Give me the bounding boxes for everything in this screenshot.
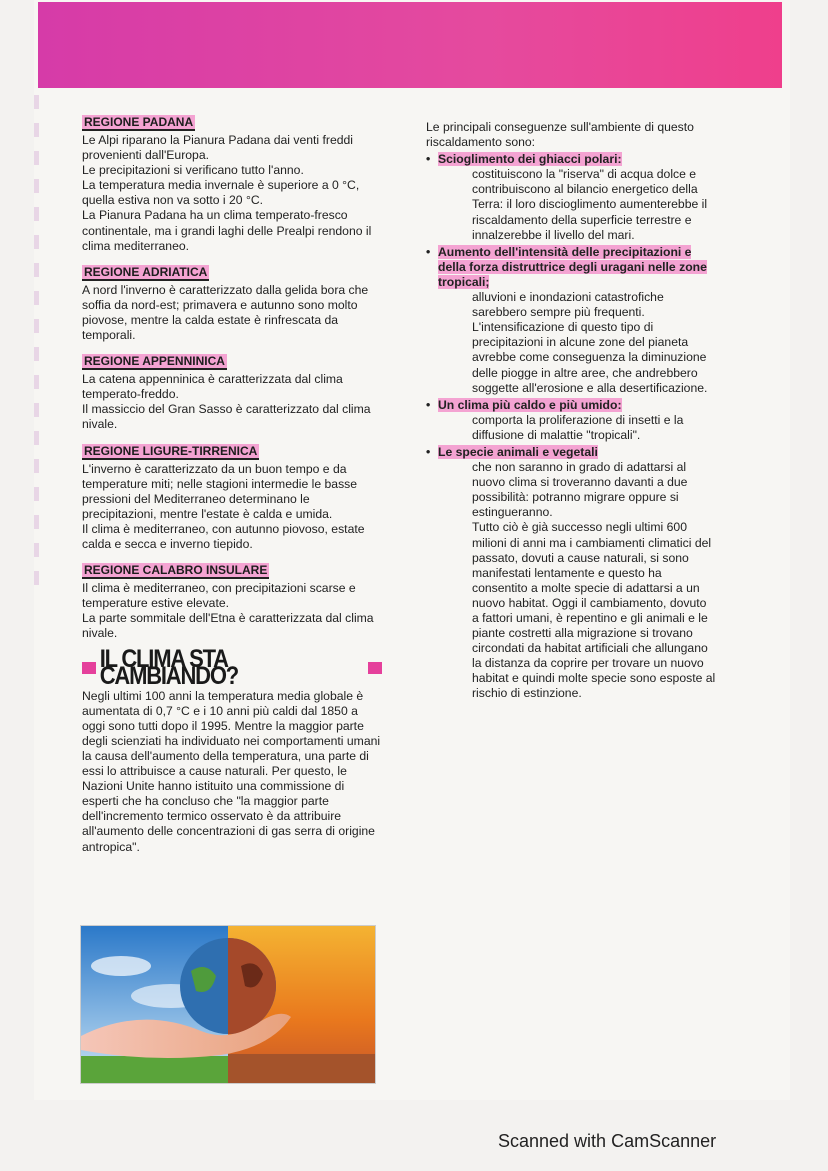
section-line: La temperatura media invernale è superiore a 0 °C, quella estiva non va sotto i 20 °C.: [82, 178, 360, 208]
right-column: [426, 120, 716, 702]
consequences-intro: Le principali conseguenze sull'ambiente di questo riscaldamento sono:: [426, 120, 694, 150]
title-square-left: [82, 662, 96, 674]
list-item: [426, 398, 716, 443]
list-item: [426, 152, 716, 243]
section-line: La catena appenninica è caratterizzata dal clima temperato-freddo.: [82, 372, 343, 402]
section-ligure-tirrenica: [82, 444, 382, 553]
climate-paragraph: Negli ultimi 100 anni la temperatura media globale è aumentata di 0,7 °C e i 10 anni più caldi dal 1850 a oggi sono tutti dopo il 1995. Mentre la maggior parte degli scienziati ha individuato nei comportamenti umani la causa dell'aumento della temperatura, una parte di essi lo attribuisce a cause naturali. Per questo, le Nazioni Unite hanno istituito una commissione di esperti che ha concluso che "la maggior parte dell'incremento termico osservato è da attribuire all'aumento delle concentrazioni di gas serra di origine antropica".: [82, 688, 381, 854]
bullet-dot: •: [426, 244, 431, 259]
section-calabro-insulare: [82, 563, 382, 641]
section-line: Il clima è mediterraneo, con autunno piovoso, estate calda e secca e inverno tiepido.: [82, 521, 365, 551]
bullet-text: comporta la proliferazione di insetti e la diffusione di malattie "tropicali".: [472, 412, 684, 442]
section-heading: REGIONE LIGURE-TIRRENICA: [84, 443, 258, 458]
section-heading: REGIONE PADANA: [84, 115, 194, 129]
highlighted-phrase: Scioglimento dei ghiacci polari:: [438, 152, 622, 167]
bullet-text: che non saranno in grado di adattarsi al nuovo clima si troveranno davanti a due possibilità: potranno migrare oppure si estingueranno.: [472, 460, 688, 520]
section-line: Le precipitazioni si verificano tutto l'anno.: [82, 163, 304, 178]
bullet-dot: •: [426, 444, 431, 459]
page-margin-marks: [34, 95, 42, 655]
earth-in-hand-image: [81, 926, 375, 1083]
section-heading: REGIONE ADRIATICA: [84, 264, 208, 279]
list-item: [426, 245, 716, 396]
bullet-dot: •: [426, 152, 431, 167]
highlighted-phrase: Un clima più caldo e più umido:: [438, 397, 622, 412]
section-line: La Pianura Padana ha un clima temperato-fresco continentale, ma i grandi laghi delle Prealpi rendono il clima mediterraneo.: [82, 208, 372, 253]
highlighted-phrase: Aumento dell'intensità delle precipitazioni e della forza distruttrice degli uragani nelle zone tropicali;: [438, 244, 707, 289]
title-square-right: [368, 662, 382, 674]
section-line: A nord l'inverno è caratterizzato dalla gelida bora che soffia da nord-est; primavera e autunno sono molto piovose, mentre la calda estate è rinfrescata da temporali.: [82, 282, 369, 343]
bullet-text: costituiscono la "riserva" di acqua dolce e contribuiscono al bilancio energetico della Terra: il loro discioglimento aumenterebbe il riscaldamento della superficie terrestre e innalzerebbe il livello del mari.: [472, 167, 708, 242]
highlighted-phrase: Le specie animali e vegetali: [438, 444, 598, 459]
bullet-dot: •: [426, 397, 431, 412]
section-line: Il clima è mediterraneo, con precipitazioni scarse e temperature estive elevate.: [82, 581, 356, 611]
section-line: Le Alpi riparano la Pianura Padana dai venti freddi provenienti dall'Europa.: [82, 133, 354, 163]
section-line: L'inverno è caratterizzato da un buon tempo e da temperature miti; nelle stagioni intermedie le basse pressioni del Mediterraneo determinano le precipitazioni, mentre l'estate è calda e umida.: [82, 461, 358, 521]
section-adriatica: [82, 265, 382, 343]
bullet-text: alluvioni e inondazioni catastrofiche sarebbero sempre più frequenti. L'intensificazione di questo tipo di precipitazioni in alcune zone del pianeta avrebbe come conseguenza la diminuzione delle piogge in altre aree, che andrebbero soggette all'erosione e alla desertificazione.: [472, 290, 708, 395]
header-band: [38, 2, 782, 88]
scanner-watermark: Scanned with CamScanner: [498, 1131, 717, 1151]
section-appenninica: [82, 354, 382, 432]
climate-illustration: [80, 925, 376, 1084]
section-line: La parte sommitale dell'Etna è caratterizzata dal clima nivale.: [82, 611, 374, 641]
section-line: Il massiccio del Gran Sasso è caratterizzato dal clima nivale.: [82, 402, 371, 432]
section-heading: REGIONE APPENNINICA: [84, 354, 225, 369]
climate-title-text: IL CLIMA STA CAMBIANDO?: [99, 644, 239, 691]
left-column: [82, 115, 382, 855]
section-heading: REGIONE CALABRO INSULARE: [84, 563, 268, 578]
bullet-extra-text: Tutto ciò è già successo negli ultimi 600 milioni di anni ma i cambiamenti climatici del passato, dovuti a cause naturali, si sono manifestati lentamente e questo ha consentito a molte specie di adattarsi a un nuovo habitat. Oggi il cambiamento, dovuto a fattori umani, è repentino e gli animali e le piante costretti alla migrazione si trovano circondati da habitat artificiali che allungano la distanza da coprire per trovare un nuovo habitat e quindi molte specie sono esposte al rischio di estinzione.: [472, 520, 716, 701]
list-item: [426, 445, 716, 702]
section-padana: [82, 115, 382, 254]
climate-title: [82, 644, 382, 691]
